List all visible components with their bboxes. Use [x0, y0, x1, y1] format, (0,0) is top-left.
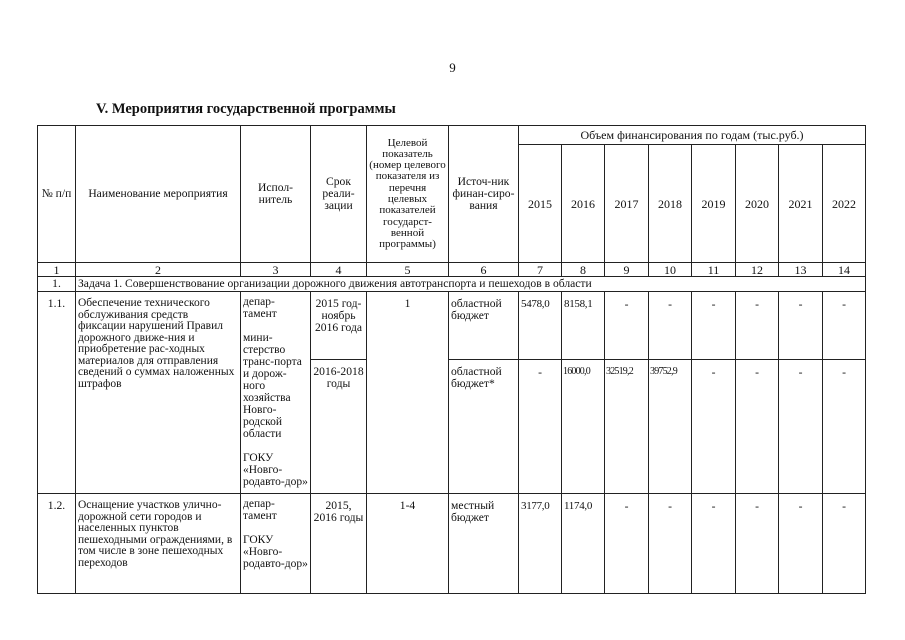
year-2016: 2016 [562, 145, 605, 263]
header-target: Целевой показатель (номер целевого показателя из перечня целевых показателей государст-венной программы) [367, 126, 449, 263]
year-2020: 2020 [736, 145, 779, 263]
header-funding: Объем финансирования по годам (тыс.руб.) [519, 126, 866, 145]
executor: депар-тамент [243, 296, 277, 320]
value-2020: - [736, 494, 779, 594]
header-name: Наименование мероприятия [76, 126, 241, 263]
executor: депар-тамент [243, 498, 277, 522]
executor-cell [241, 494, 311, 594]
value-2016: 8158,1 [562, 292, 605, 360]
executor: ГОКУ «Новго-родавто-дор» [243, 452, 308, 488]
value-2018: - [649, 292, 692, 360]
value-2015: 3177,0 [519, 494, 562, 594]
value-2017: 32519,2 [605, 360, 649, 494]
value-2019: - [692, 494, 736, 594]
col-number: 7 [519, 263, 562, 277]
col-number: 12 [736, 263, 779, 277]
value-2021: - [779, 360, 823, 494]
col-number: 1 [38, 263, 76, 277]
year-2021: 2021 [779, 145, 823, 263]
executor: ГОКУ «Новго-родавто-дор» [243, 534, 308, 570]
value-2015: 5478,0 [519, 292, 562, 360]
row-num: 1.1. [38, 292, 76, 494]
funding-source: областной бюджет* [449, 360, 519, 494]
value-2016: 1174,0 [562, 494, 605, 594]
task-row [38, 277, 866, 292]
value-2019: - [692, 360, 736, 494]
table-row [38, 494, 866, 594]
target-indicator: 1-4 [367, 494, 449, 594]
funding-source: местный бюджет [449, 494, 519, 594]
term: 2015 год-ноябрь 2016 года [311, 292, 367, 360]
col-number: 3 [241, 263, 311, 277]
year-2015: 2015 [519, 145, 562, 263]
executor: мини-стерство транс-порта и дорож-ного хозяйства Новго-родской области [243, 332, 302, 440]
value-2017: - [605, 292, 649, 360]
col-number: 13 [779, 263, 823, 277]
funding-source: областной бюджет [449, 292, 519, 360]
value-2018: 39752,9 [649, 360, 692, 494]
term: 2015, 2016 годы [311, 494, 367, 594]
header-source: Источ-ник финан-сиро-вания [449, 126, 519, 263]
header-executor: Испол-нитель [241, 126, 311, 263]
value-2022: - [823, 292, 866, 360]
section-title: V. Мероприятия государственной программы [96, 101, 396, 117]
year-2018: 2018 [649, 145, 692, 263]
table-row [38, 292, 866, 360]
value-2022: - [823, 494, 866, 594]
value-2020: - [736, 292, 779, 360]
col-number: 6 [449, 263, 519, 277]
value-2015: - [519, 360, 562, 494]
program-activities-table [37, 125, 866, 594]
col-number: 4 [311, 263, 367, 277]
target-indicator: 1 [367, 292, 449, 494]
header-term: Срок реали-зации [311, 126, 367, 263]
year-2019: 2019 [692, 145, 736, 263]
col-number: 9 [605, 263, 649, 277]
col-number: 8 [562, 263, 605, 277]
task-num: 1. [38, 277, 76, 292]
value-2016: 16000,0 [562, 360, 605, 494]
activity-name: Обеспечение технического обслуживания средств фиксации нарушений Правил дорожного движе-ния и приобретение рас-ходных материалов для отправления сведений о суммах наложенных штрафов [76, 292, 241, 494]
task-text: Задача 1. Совершенствование организации дорожного движения автотранспорта и пешеходов в области [76, 277, 866, 292]
col-number: 11 [692, 263, 736, 277]
col-number: 14 [823, 263, 866, 277]
year-2017: 2017 [605, 145, 649, 263]
header-num: № п/п [38, 126, 76, 263]
column-numbers-row [38, 263, 866, 277]
activity-name: Оснащение участков улично-дорожной сети городов и населенных пунктов пешеходными ограждениями, в том числе в зоне пешеходных переходов [76, 494, 241, 594]
row-num: 1.2. [38, 494, 76, 594]
value-2022: - [823, 360, 866, 494]
value-2021: - [779, 292, 823, 360]
value-2019: - [692, 292, 736, 360]
executor-cell [241, 292, 311, 494]
col-number: 5 [367, 263, 449, 277]
value-2021: - [779, 494, 823, 594]
col-number: 10 [649, 263, 692, 277]
page-number: 9 [449, 60, 456, 75]
value-2020: - [736, 360, 779, 494]
year-2022: 2022 [823, 145, 866, 263]
header-row [38, 126, 866, 145]
value-2017: - [605, 494, 649, 594]
value-2018: - [649, 494, 692, 594]
term: 2016-2018 годы [311, 360, 367, 494]
col-number: 2 [76, 263, 241, 277]
